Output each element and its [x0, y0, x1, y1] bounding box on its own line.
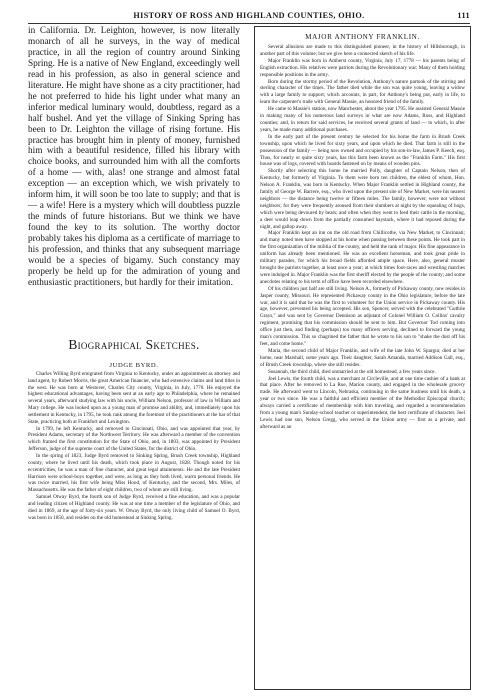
article-paragraph: Born during the stormy period of the Revolution, Anthony's nature partook of the stirring and sterling character of the times. The father died while the son was quite young, leaving a widow with a large family to support; which accounts, in part, for Anthony's being put, early in life, to learn the carpenter's trade with General Massie, an honored friend of the family. [260, 78, 465, 106]
section-heading: Biographical Sketches. [68, 336, 200, 352]
article-paragraph: He came to Massie's station, now Manchester, about the year 1795. He assisted General Massie in making many of his numerous land surveys in what are now Adams, Ross, and Highland counties; and, in return for said services, he received several grants of land — to which, in after years, he made many additional purchases. [260, 106, 465, 133]
article-paragraph: Several allusions are made to this distinguished pioneer, in the history of Hillsborough, in another part of this volume; but we give here a connected sketch of his life. [260, 44, 465, 57]
right-column-boxed-article [254, 26, 471, 690]
article-paragraph: In the early part of the present century he selected for his home the farm in Brush Creek township, upon which he lived for sixty years, and upon which he died. That farm is still in the possession of the family — being now owned and occupied by his son-in-law, James P. Keech, esq. Thus, for nearly or quite sixty years, has this farm been known as the "Franklin Farm." His first house was of logs, covered with boards fastened on by means of wooden pins. [260, 133, 465, 168]
article-paragraph: Samuel Otway Byrd, the fourth son of Judge Byrd, received a fine education, and was a popular and leading citizen of Highland county. He was at one time a member of the legislature of Ohio, and died in 1869, at the age of forty-six years. W. Otway Byrd, the only living child of Samuel O. Byrd, was born in 1850, and resides on the old homestead at Sinking Spring. [28, 494, 240, 521]
article-paragraph: Susannah, the third child, died unmarried at the old homestead, a few years since. [268, 368, 436, 375]
page-number: 111 [457, 11, 470, 20]
article-paragraph: Joel Lewis, the fourth child, was a merchant at Circleville, and at one time cashier of a bank at that place. After he removed to La Rue, Marion county, and engaged in the wholesale grocery trade. He afterward went to Lincoln, Nebraska, continuing in the same business until his death, a year or two since. He was a faithful and efficient member of the Methodist Episcopal church; always carried a certificate of membership with him traveling, and regarded a recommendation from a young man's Sunday-school teacher or superintendent, the best certificate of character. Joel Lewis had one son, Nelson Gregg, who served in the Union army — first as a private, and afterward as an [260, 375, 465, 430]
article-paragraph: Major Franklin kept an inn on the old road from Chillicothe, via New Market, to Cincinnati; and many noted men have stopped at his home when passing between these points. He took part in the first organization of the militia of the county, and held the rank of major. His fine appearance in uniform has already been mentioned. He was an excellent horseman, and took great pride in military parades, for which his broad fields afforded ample space. Here, also, general muster brought the patriots together, at least once a year; at which times foot-races and wrestling matches were indulged in. Major Franklin was the first sheriff elected by the people of the county; and some anecdotes relating to his term of office have been recorded elsewhere. [260, 230, 465, 285]
article-paragraph: Major Franklin was born in Amherst county, Virginia, July 17, 1778 — his parents being of English extraction. His relatives were patriots during the Revolutionary war; Many of them holding responsible positions in the army. [260, 57, 465, 78]
article-paragraph: In 1799, he left Kentucky, and removed to Cincinnati, Ohio, and was appointed that year, by President Adams, secretary of the Northwest Territory. He was afterward a member of the convention which framed the first constitution for the State of Ohio, and, in 1803, was appointed by President Jefferson, judge of the supreme court of the United States, for the district of Ohio. [28, 425, 240, 453]
article-title-judge-byrd: JUDGE BYRD. [109, 361, 159, 369]
running-head-title: HISTORY OF ROSS AND HIGHLAND COUNTIES, OHIO. [133, 11, 365, 20]
article-paragraph: Shortly after selecting this home he married Polly, daughter of Captain Nelson, then of Kentucky, but formerly of Virginia. To them were born ten children, the eldest of whom, Hon. Nelson A. Franklin, was born in Kentucky. When Major Franklin settled in Highland county, the family of George W. Barrere, esq., who lived upon the present site of New Market, were his nearest neighbors — the distance being twelve or fifteen miles. The family, however, were not without neighbors; for they were frequently aroused from their slumbers at night by the squealing of hogs, which were being devoured by bears; and often when they went to feed their cattle in the morning, a deer would leap down from the partially consumed haystack, where it had reposed during the night, and gallop away. [260, 168, 465, 230]
header-rule [28, 23, 470, 24]
article-title-major-franklin: MAJOR ANTHONY FRANKLIN. [305, 33, 420, 41]
running-head [28, 11, 470, 21]
article-paragraph: Of his children just half are still living. Nelson A., formerly of Pickaway county, now resides in Jasper county, Missouri. He represented Pickaway county in the Ohio legislature, before the late war, and it is said that he was the first to volunteer for the Union service in Pickaway county. His age, however, prevented his being accepted. His son, Spencer, served with the celebrated "Guthrie Grays," and was sent by Governor Dennison as adjutant of Colonel William O. Collins' cavalry regiment, promising that his commission should be sent to him. But Governor Tod coming into office just then, and finding (perhaps) too many officers serving, declined to forward the young man's commission. This so chagrined the father that he wrote to his son to "shake the dust off his feet, and come home." [260, 285, 465, 347]
article-paragraph: In the spring of 1823, Judge Byrd removed to Sinking Spring, Brush Creek township, Highland county, where he lived until his death, which took place in August, 1828. Though noted for his eccentricities, he was a man of fine character, and great legal attainments. He and the late President Harrison were school-boys together, and were, as long as they both lived, warm personal friends. He was twice married, his first wife being Miss Hood, of Kentucky, and the second, Mrs. Miles, of Massachusetts. He was the father of eight children, two of whom are still living. [28, 453, 240, 494]
left-column [28, 26, 240, 690]
intro-paragraph: in California. Dr. Leighton, however, is now literally monarch of all he surveys, in the way of medical practice, in all the region of country around Sinking Spring. He is a native of New England, exceedingly well read in his profession, as also in general science and literature. He might have shone as a city practitioner, had he not preferred to hide his light under what many an inferior medical luminary would, doubtless, regard as a half bushel. And yet the village of Sinking Spring has been to Dr. Leighton the village of rising fortune. His practice has brought him in plenty of money, furnished him with a beautiful residence, filled his library with choice books, and surrounded him with all the comforts of a home — with, alas! one strange and almost fatal exception — an exception which, we wish privately to inform him, it will soon be too late to supply; and that is — a wife! Here is a mystery which will doubtless puzzle the minds of future historians. But we think we have found the key to its solution. The worthy doctor probably takes his diploma as a certificate of marriage to his profession, and thinks that any subsequent marriage would be a species of bigamy. Such constancy may properly be held up for the admiration of young and enthusiastic practitioners, but hardly for their imitation. [28, 26, 240, 288]
article-paragraph: Maria, the second child of Major Franklin, and wife of the late John W. Spargur, died at her home, near Marshall, some years ago. Their daughter, Sarah Amanda, married Addison Gall, esq., of Brush Creek township, where she still resides. [260, 347, 465, 368]
article-paragraph: Charles Willing Byrd emigrated from Virginia to Kentucky, under an appointment as attorney and land agent, by Robert Morris, the great American financier, who had extensive claims and land titles in the west. He was born at Westover, Charles City county, Virginia, in July, 1770. He enjoyed the highest educational advantages, having been sent at an early age to Philadelphia, where he remained several years, afterward studying law with his uncle, William Nelson, professor of law in William and Mary college. He was looked upon as a young man of promise and ability, and, immediately upon his settlement in Kentucky, in 1795, he took rank among the foremost of the practitioners at the bar of that State, practicing both at Frankfort and Lexington. [28, 370, 240, 425]
